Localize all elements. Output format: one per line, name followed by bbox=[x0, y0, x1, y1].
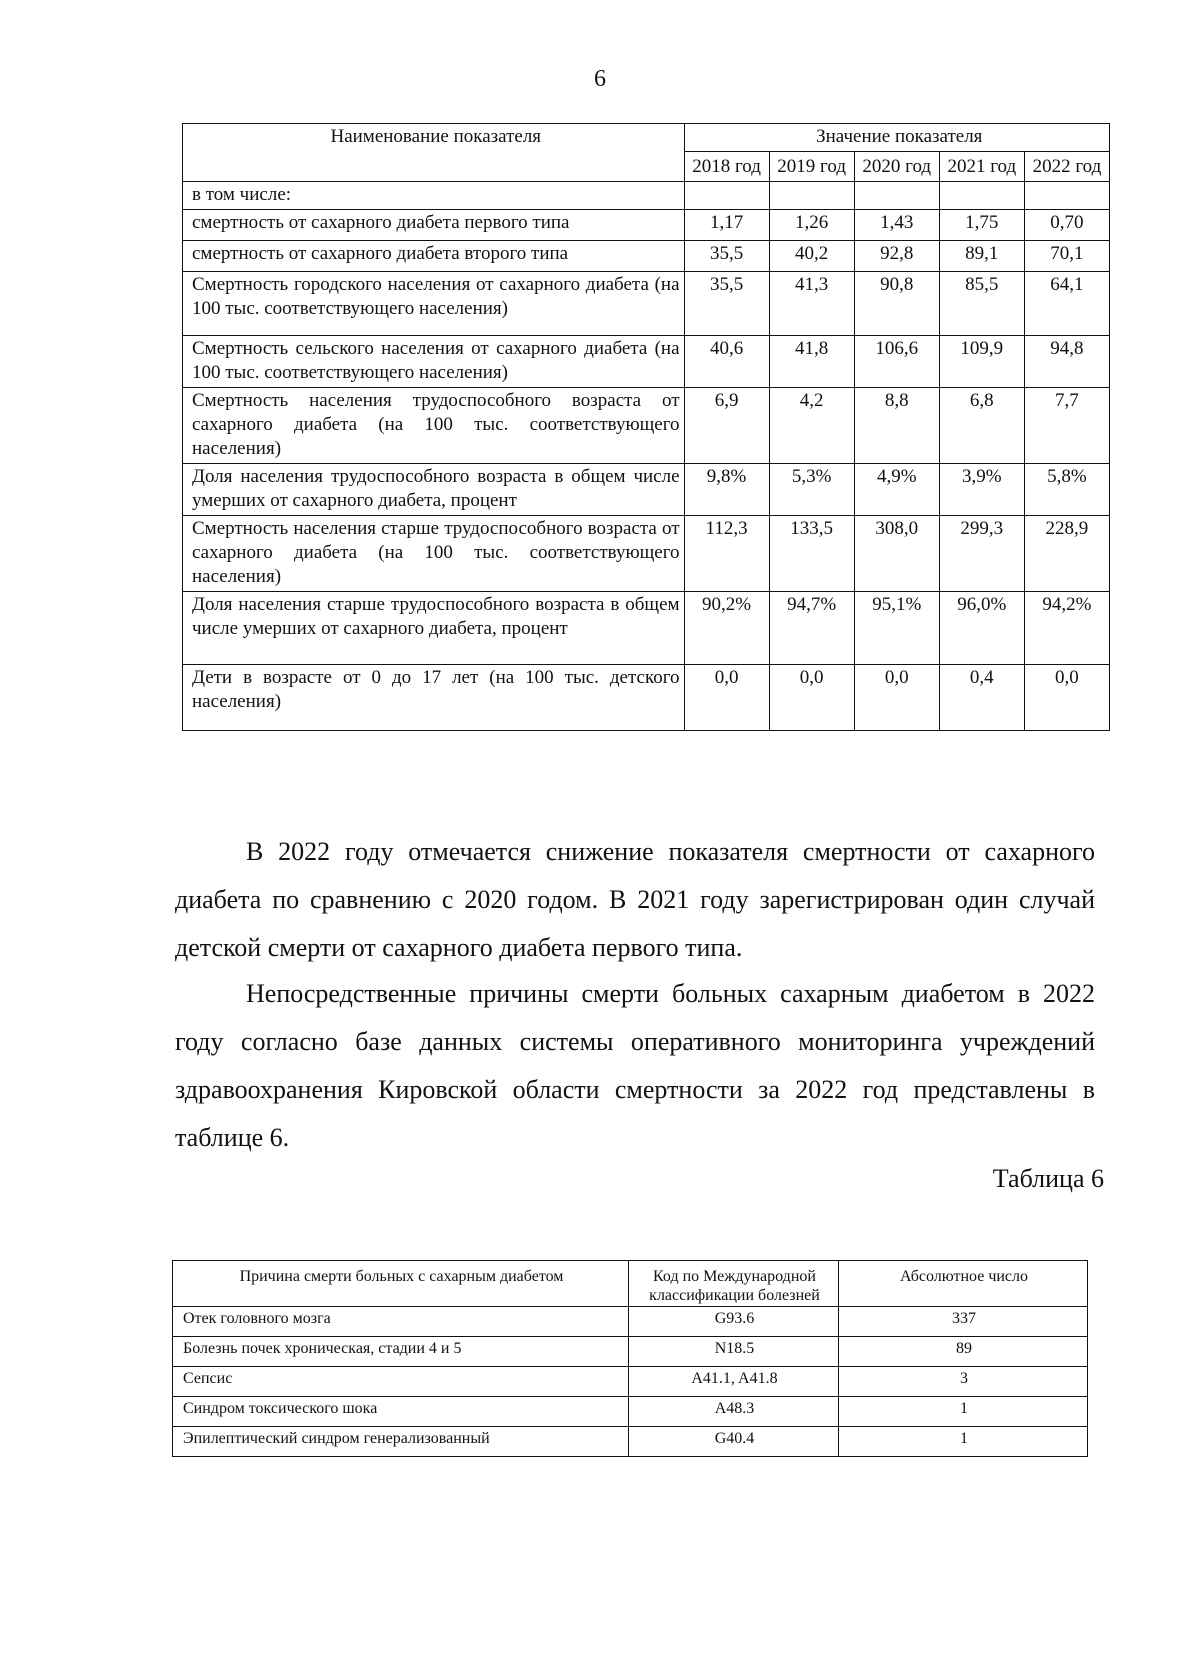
table-row bbox=[183, 464, 1110, 516]
icd-code-cell: G93.6 bbox=[629, 1307, 839, 1337]
indicator-value: 70,1 bbox=[1024, 241, 1109, 272]
indicator-value: 112,3 bbox=[684, 516, 769, 592]
indicator-value: 92,8 bbox=[854, 241, 939, 272]
indicator-value: 0,4 bbox=[939, 665, 1024, 731]
icd-code-cell: A41.1, A41.8 bbox=[629, 1367, 839, 1397]
header-year: 2022 год bbox=[1024, 152, 1109, 182]
indicator-name: смертность от сахарного диабета первого типа bbox=[183, 210, 685, 241]
table-row bbox=[183, 210, 1110, 241]
count-cell: 1 bbox=[839, 1427, 1088, 1457]
indicator-name: Смертность городского населения от сахарного диабета (на 100 тыс. соответствующего населения) bbox=[183, 272, 685, 336]
indicator-name: Доля населения старше трудоспособного возраста в общем числе умерших от сахарного диабета, процент bbox=[183, 592, 685, 665]
table-row bbox=[183, 592, 1110, 665]
indicator-value: 5,3% bbox=[769, 464, 854, 516]
indicator-value: 0,0 bbox=[684, 665, 769, 731]
indicator-value: 1,17 bbox=[684, 210, 769, 241]
header-year: 2019 год bbox=[769, 152, 854, 182]
indicator-name: Смертность сельского населения от сахарного диабета (на 100 тыс. соответствующего населения) bbox=[183, 336, 685, 388]
header-count: Абсолютное число bbox=[839, 1261, 1088, 1307]
indicator-value: 228,9 bbox=[1024, 516, 1109, 592]
table-row bbox=[183, 336, 1110, 388]
header-year: 2020 год bbox=[854, 152, 939, 182]
indicator-value: 3,9% bbox=[939, 464, 1024, 516]
indicator-value: 6,9 bbox=[684, 388, 769, 464]
indicator-value: 35,5 bbox=[684, 272, 769, 336]
indicator-value: 94,2% bbox=[1024, 592, 1109, 665]
indicator-value: 40,2 bbox=[769, 241, 854, 272]
indicator-value: 95,1% bbox=[854, 592, 939, 665]
indicator-value: 308,0 bbox=[854, 516, 939, 592]
indicator-name: смертность от сахарного диабета второго типа bbox=[183, 241, 685, 272]
page-number: 6 bbox=[594, 66, 606, 92]
indicator-value: 7,7 bbox=[1024, 388, 1109, 464]
table-row bbox=[173, 1307, 1088, 1337]
count-cell: 3 bbox=[839, 1367, 1088, 1397]
header-indicator-name: Наименование показателя bbox=[183, 124, 685, 182]
table-row bbox=[183, 272, 1110, 336]
table-row bbox=[173, 1337, 1088, 1367]
table-row bbox=[173, 1427, 1088, 1457]
indicator-value: 8,8 bbox=[854, 388, 939, 464]
indicator-value: 1,43 bbox=[854, 210, 939, 241]
indicator-value: 0,70 bbox=[1024, 210, 1109, 241]
indicator-name: Смертность населения старше трудоспособного возраста от сахарного диабета (на 100 тыс. соответствующего населения) bbox=[183, 516, 685, 592]
table-row bbox=[173, 1397, 1088, 1427]
indicator-value: 0,0 bbox=[1024, 665, 1109, 731]
cause-cell: Отек головного мозга bbox=[173, 1307, 629, 1337]
indicator-value: 0,0 bbox=[769, 665, 854, 731]
header-year: 2018 год bbox=[684, 152, 769, 182]
indicator-value: 6,8 bbox=[939, 388, 1024, 464]
mortality-table bbox=[182, 123, 1110, 731]
indicator-name: Смертность населения трудоспособного возраста от сахарного диабета (на 100 тыс. соответствующего населения) bbox=[183, 388, 685, 464]
indicator-value: 90,8 bbox=[854, 272, 939, 336]
indicator-value: 106,6 bbox=[854, 336, 939, 388]
cause-cell: Болезнь почек хроническая, стадии 4 и 5 bbox=[173, 1337, 629, 1367]
death-causes-table bbox=[172, 1260, 1088, 1457]
indicator-value: 4,9% bbox=[854, 464, 939, 516]
indicator-value: 41,8 bbox=[769, 336, 854, 388]
indicator-value: 96,0% bbox=[939, 592, 1024, 665]
count-cell: 89 bbox=[839, 1337, 1088, 1367]
count-cell: 1 bbox=[839, 1397, 1088, 1427]
paragraph-2: Непосредственные причины смерти больных сахарным диабетом в 2022 году согласно базе данных системы оперативного мониторинга учреждений здравоохранения Кировской области смертности за 2022 год представлены в таблице 6. bbox=[175, 979, 1095, 1152]
indicator-value: 1,75 bbox=[939, 210, 1024, 241]
indicator-value: 1,26 bbox=[769, 210, 854, 241]
indicator-value: 64,1 bbox=[1024, 272, 1109, 336]
indicator-value: 299,3 bbox=[939, 516, 1024, 592]
indicator-value: 41,3 bbox=[769, 272, 854, 336]
icd-code-cell: A48.3 bbox=[629, 1397, 839, 1427]
indicator-name: Доля населения трудоспособного возраста в общем числе умерших от сахарного диабета, процент bbox=[183, 464, 685, 516]
table-caption: Таблица 6 bbox=[992, 1164, 1104, 1193]
icd-code-cell: G40.4 bbox=[629, 1427, 839, 1457]
paragraph-1: В 2022 году отмечается снижение показателя смертности от сахарного диабета по сравнению с 2020 годом. В 2021 году зарегистрирован один случай детской смерти от сахарного диабета первого типа. bbox=[175, 837, 1095, 962]
indicator-value: 4,2 bbox=[769, 388, 854, 464]
subheader-cell: в том числе: bbox=[183, 182, 685, 210]
header-indicator-value: Значение показателя bbox=[684, 124, 1109, 152]
indicator-value: 9,8% bbox=[684, 464, 769, 516]
table-row bbox=[183, 665, 1110, 731]
table-row bbox=[183, 182, 1110, 210]
header-year: 2021 год bbox=[939, 152, 1024, 182]
indicator-value: 89,1 bbox=[939, 241, 1024, 272]
indicator-value: 5,8% bbox=[1024, 464, 1109, 516]
indicator-name: Дети в возрасте от 0 до 17 лет (на 100 тыс. детского населения) bbox=[183, 665, 685, 731]
table-row bbox=[173, 1367, 1088, 1397]
table-row bbox=[183, 516, 1110, 592]
indicator-value: 0,0 bbox=[854, 665, 939, 731]
icd-code-cell: N18.5 bbox=[629, 1337, 839, 1367]
indicator-value: 85,5 bbox=[939, 272, 1024, 336]
table-row bbox=[183, 241, 1110, 272]
header-icd-code: Код по Международной классификации болезней bbox=[629, 1261, 839, 1307]
indicator-value: 94,7% bbox=[769, 592, 854, 665]
header-cause: Причина смерти больных с сахарным диабетом bbox=[173, 1261, 629, 1307]
indicator-value: 133,5 bbox=[769, 516, 854, 592]
indicator-value: 90,2% bbox=[684, 592, 769, 665]
cause-cell: Эпилептический синдром генерализованный bbox=[173, 1427, 629, 1457]
indicator-value: 40,6 bbox=[684, 336, 769, 388]
indicator-value: 109,9 bbox=[939, 336, 1024, 388]
cause-cell: Сепсис bbox=[173, 1367, 629, 1397]
indicator-value: 35,5 bbox=[684, 241, 769, 272]
indicator-value: 94,8 bbox=[1024, 336, 1109, 388]
count-cell: 337 bbox=[839, 1307, 1088, 1337]
table-row bbox=[183, 388, 1110, 464]
cause-cell: Синдром токсического шока bbox=[173, 1397, 629, 1427]
